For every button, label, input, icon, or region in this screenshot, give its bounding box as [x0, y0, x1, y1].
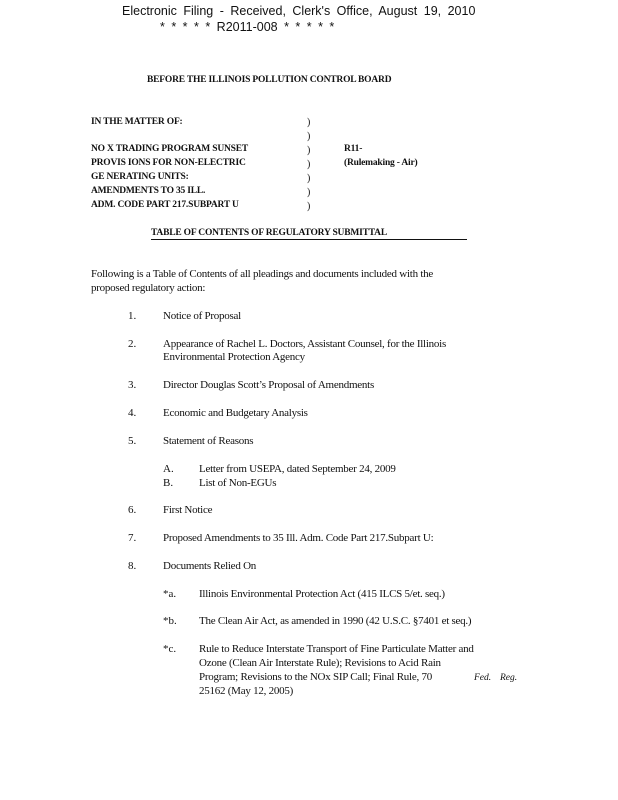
subitem-text-8c-line-2: Ozone (Clean Air Interstate Rule); Revisions to Acid Rain: [199, 657, 441, 669]
filing-stamp-line2: * * * * * R2011-008 * * * * *: [160, 20, 335, 34]
subitem-label-5b: B.: [163, 477, 174, 489]
subitem-text-5b: List of Non-EGUs: [199, 477, 277, 489]
item-text-6: First Notice: [163, 504, 213, 516]
caption-paren-6: ): [307, 187, 311, 198]
caption-line-6: AMENDMENTS TO 35 ILL.: [91, 186, 206, 196]
subitem-label-8a: *a.: [163, 588, 177, 600]
caption-paren-5: ): [307, 173, 311, 184]
fed-label: Fed.: [474, 673, 492, 683]
item-text-4: Economic and Budgetary Analysis: [163, 407, 308, 419]
subitem-text-8b: The Clean Air Act, as amended in 1990 (42 U.S.C. §7401 et seq.): [199, 615, 472, 627]
intro-line-2: proposed regulatory action:: [91, 282, 206, 294]
item-text-2-line-1: Appearance of Rachel L. Doctors, Assistant Counsel, for the Illinois: [163, 338, 446, 350]
docket-number: R11-: [344, 144, 363, 154]
caption-paren-1: ): [307, 117, 311, 128]
toc-title-rule: [151, 239, 467, 240]
subitem-label-5a: A.: [163, 463, 174, 475]
caption-paren-4: ): [307, 159, 311, 170]
subitem-label-8c: *c.: [163, 643, 177, 655]
toc-title: TABLE OF CONTENTS OF REGULATORY SUBMITTAL: [151, 228, 387, 238]
item-number-3: 3.: [128, 379, 137, 391]
subitem-text-8c-line-4: 25162 (May 12, 2005): [199, 685, 293, 697]
item-number-7: 7.: [128, 532, 137, 544]
board-title: BEFORE THE ILLINOIS POLLUTION CONTROL BOARD: [147, 75, 392, 85]
filing-stamp-line1: Electronic Filing - Received, Clerk's Office, August 19, 2010: [122, 4, 476, 18]
subitem-label-8b: *b.: [163, 615, 177, 627]
item-text-7: Proposed Amendments to 35 Ill. Adm. Code Part 217.Subpart U:: [163, 532, 434, 544]
item-text-1: Notice of Proposal: [163, 310, 241, 322]
caption-paren-2: ): [307, 131, 311, 142]
docket-type: (Rulemaking - Air): [344, 158, 418, 168]
item-text-2-line-2: Environmental Protection Agency: [163, 351, 305, 363]
caption-line-7: ADM. CODE PART 217.SUBPART U: [91, 200, 239, 210]
item-number-1: 1.: [128, 310, 137, 322]
item-number-6: 6.: [128, 504, 137, 516]
item-text-8: Documents Relied On: [163, 560, 257, 572]
caption-line-4: PROVIS IONS FOR NON-ELECTRIC: [91, 158, 246, 168]
reg-label: Reg.: [500, 673, 518, 683]
caption-line-1: IN THE MATTER OF:: [91, 117, 183, 127]
item-number-4: 4.: [128, 407, 137, 419]
item-number-5: 5.: [128, 435, 137, 447]
item-number-8: 8.: [128, 560, 137, 572]
intro-line-1: Following is a Table of Contents of all pleadings and documents included with the: [91, 268, 434, 280]
subitem-text-8c-line-3: Program; Revisions to the NOx SIP Call; Final Rule, 70: [199, 671, 432, 683]
subitem-text-8a: Illinois Environmental Protection Act (415 ILCS 5/et. seq.): [199, 588, 445, 600]
caption-line-5: GE NERATING UNITS:: [91, 172, 189, 182]
caption-paren-7: ): [307, 201, 311, 212]
item-number-2: 2.: [128, 338, 137, 350]
item-text-5: Statement of Reasons: [163, 435, 254, 447]
subitem-text-8c-line-1: Rule to Reduce Interstate Transport of Fine Particulate Matter and: [199, 643, 474, 655]
caption-line-3: NO X TRADING PROGRAM SUNSET: [91, 144, 248, 154]
item-text-3: Director Douglas Scott’s Proposal of Amendments: [163, 379, 374, 391]
subitem-text-5a: Letter from USEPA, dated September 24, 2009: [199, 463, 396, 475]
caption-paren-3: ): [307, 145, 311, 156]
